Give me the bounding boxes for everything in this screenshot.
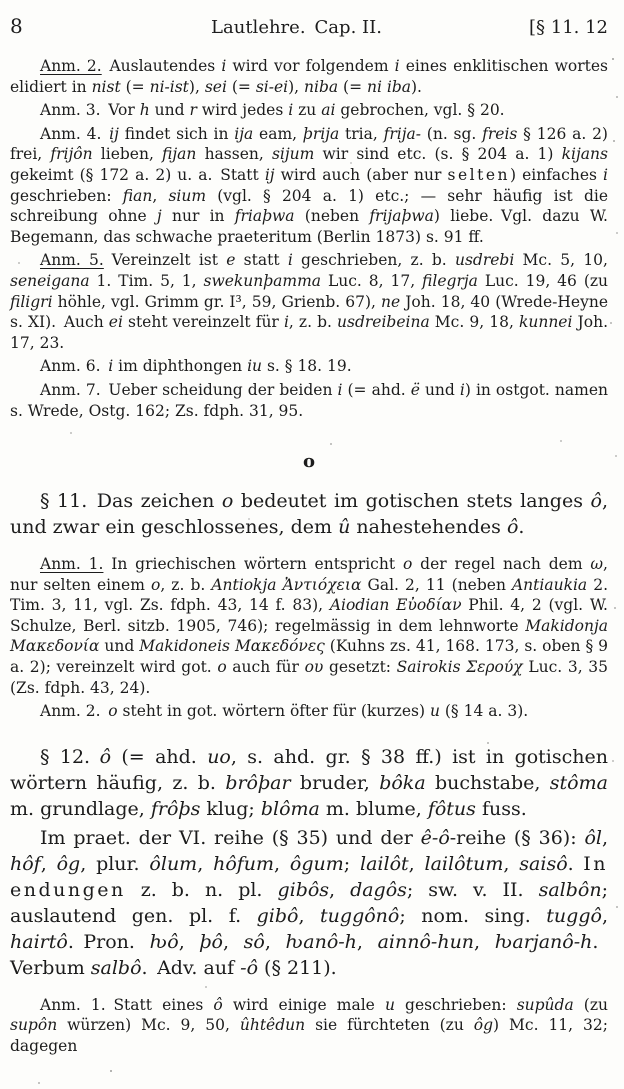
page-number: 8 [10, 14, 23, 38]
text-run: (§ 211). [258, 956, 337, 979]
italic-term: hôf [10, 852, 41, 875]
text-run: . Pron. [67, 930, 150, 953]
text-run: (= [226, 77, 256, 96]
italic-term: ô [590, 490, 602, 513]
italic-term: ni iba [367, 77, 411, 96]
text-run: , [197, 852, 214, 875]
anm-5-i [10, 250, 608, 353]
italic-term: kijans [561, 145, 608, 164]
text-run: (vgl. § 204 a. 1) etc.; — sehr häufig ist die schreibung ohne [10, 186, 609, 226]
spaced-word: selten [447, 165, 510, 184]
text-run: im diphthongen [113, 357, 248, 376]
text-run: steht vereinzelt für [122, 313, 284, 332]
text-run: würzen) Mc. 9, 50, [57, 1016, 240, 1035]
anm-label: Anm. 5. [40, 251, 104, 270]
italic-term: i [603, 165, 608, 184]
italic-term: niba [304, 77, 339, 96]
italic-term: frijaþwa [369, 207, 434, 226]
text-run: Anm. 4. [40, 124, 110, 143]
para-praeteritum [10, 825, 608, 981]
text-run: zu [293, 101, 322, 120]
italic-term: ƕô [149, 930, 179, 953]
italic-term: û [338, 516, 351, 539]
text-run: , [178, 930, 200, 953]
italic-term: ija [234, 124, 254, 143]
italic-term: o [221, 490, 234, 513]
text-run: buchstabe, [425, 771, 550, 794]
text-run: , [329, 878, 351, 901]
italic-term: frôþs [150, 797, 201, 820]
text-run: bruder, [290, 771, 380, 794]
italic-term: i [394, 57, 400, 75]
text-run: gebrochen, vgl. § 20. [335, 101, 505, 120]
anm-2-i [10, 56, 608, 97]
text-run: Vereinzelt ist [103, 251, 227, 270]
italic-term: frijôn [50, 145, 93, 164]
italic-term: usdreibeina [337, 313, 430, 332]
text-run: (= ahd. [111, 745, 208, 768]
text-run: , [601, 904, 608, 927]
text-run: geschrieben: [394, 995, 517, 1014]
anm-2-s11 [10, 701, 608, 722]
text-run: Phil. 4, 2 (vgl. W. Schulze, Berl. sitzb. 1905, 746); regelmässig in dem lehnworte [10, 596, 608, 635]
text-run: , [503, 852, 520, 875]
italic-term: swekunþamma [203, 271, 322, 290]
italic-term: ƕanô-h [285, 930, 357, 953]
anm-label: Anm. 1. [40, 555, 104, 574]
text-run: ) einfaches [509, 165, 604, 184]
italic-term: nist [91, 77, 121, 96]
para-section-11 [10, 488, 608, 540]
text-run: . Adv. auf [141, 956, 241, 979]
italic-term: ου [304, 658, 324, 677]
text-run: wird auch (aber nur [274, 165, 448, 184]
text-run: Joh. 17, 23. [10, 313, 608, 352]
text-run: und [99, 637, 140, 656]
italic-term: lailôtum [424, 852, 504, 875]
text-run: wir sind etc. (s. § 204 a. 1) [314, 145, 562, 164]
italic-term: sei [204, 77, 227, 96]
text-run: Luc. 19, 46 (zu [477, 271, 609, 290]
text-run: (n. sg. [421, 124, 483, 143]
text-run: , [40, 852, 57, 875]
italic-term: seneigana [10, 271, 90, 290]
italic-term: Aiodian [329, 596, 390, 615]
italic-term: fian [122, 186, 153, 205]
text-run: § 126 a. 2) frei, [10, 124, 608, 164]
text-run: ; nom. sing. [399, 904, 547, 927]
text-run: , [264, 930, 286, 953]
text-run: wird einige male [222, 995, 385, 1014]
text-run: statt [235, 251, 288, 270]
text-run: Anm. 3. Vor [40, 101, 140, 120]
text-run: fuss. [475, 797, 527, 820]
text-run: geschrieben, z. b. [292, 251, 455, 270]
italic-term: ij [109, 124, 119, 143]
text-run: Luc. 3, 35 (Zs. fdph. 43, 24). [10, 658, 608, 697]
italic-term: ê-ô [420, 826, 450, 849]
italic-term: i [287, 251, 293, 270]
text-run: ; sw. v. II. [406, 878, 539, 901]
italic-term: tuggô [546, 904, 602, 927]
italic-term: o [108, 702, 118, 721]
text-run: , [223, 930, 244, 953]
italic-term: Sairokis [396, 658, 461, 677]
italic-term: þrija [302, 124, 340, 143]
text-run: , [274, 852, 290, 875]
text-run: , [298, 904, 321, 927]
italic-term: þô [199, 930, 223, 953]
text-run: , z. b. [160, 575, 212, 594]
italic-term: ne [381, 292, 401, 311]
text-run: wird vor folgendem [226, 57, 395, 75]
italic-term: ni-ist [149, 77, 189, 96]
text-run: wird jedes [196, 101, 289, 120]
italic-term: o [150, 575, 161, 594]
text-run: findet sich in [118, 124, 235, 143]
text-run: ), [288, 77, 304, 96]
italic-term: si-ei [255, 77, 289, 96]
italic-term: brôþar [225, 771, 291, 794]
text-run: Gal. 2, 11 (neben [361, 575, 512, 594]
text-run: ), [188, 77, 205, 96]
text-run: , [408, 852, 425, 875]
text-run: klug; [200, 797, 261, 820]
text-run: Anm. 2. [40, 702, 109, 721]
text-run: höhle, vgl. Grimm gr. I³, 59, Grienb. 67), [52, 292, 381, 311]
italic-term: Antiaukia [511, 575, 588, 594]
italic-term: Μακεδόνες [234, 637, 325, 656]
italic-term: h [139, 101, 150, 120]
text-run: (Kuhns zs. 41, 168. 173, s. oben § 9 a. 2); vereinzelt wird got. [10, 637, 608, 677]
italic-term: Εὐοδίαν [396, 596, 462, 615]
text-run: (zu [573, 995, 608, 1014]
text-run: auch für [226, 658, 305, 677]
text-run: s. § 18. 19. [262, 357, 352, 376]
text-run: -reihe (§ 36): [449, 826, 585, 849]
text-run: , und zwar ein geschlossenes, dem [10, 490, 608, 539]
text-run: nur in [161, 207, 235, 226]
text-run: In griechischen wörtern entspricht [103, 555, 403, 574]
bold-text: o [302, 451, 315, 473]
text-run: hassen, [196, 145, 272, 164]
text-run: ) in ostgot. namen s. Wrede, Ostg. 162; Zs. fdph. 31, 95. [10, 380, 608, 420]
text-run: m. blume, [319, 797, 428, 820]
text-run: ; auslautend gen. pl. f. [10, 878, 608, 927]
text-run: . [518, 516, 525, 539]
italic-term: j [156, 207, 162, 226]
italic-term: ô [99, 745, 112, 768]
text-run: 1. Tim. 5, 1, [89, 271, 204, 290]
text-run: Luc. 8, 17, [321, 271, 423, 290]
text-run: . [567, 852, 584, 875]
italic-term: sium [168, 186, 207, 205]
italic-term: ôl [584, 826, 602, 849]
text-run: eines enklitischen wortes elidiert in [10, 57, 608, 96]
text-run: § 12. [40, 745, 100, 768]
text-run: ) liebe. Vgl. dazu W. Begemann, das schwache praeteritum (Berlin 1873) s. 91 ff. [10, 207, 608, 246]
text-run: sie fürchteten (zu [305, 1016, 474, 1035]
anm-4-i [10, 124, 608, 248]
italic-term: kunnei [518, 313, 573, 332]
text-run: tria, [339, 124, 384, 143]
italic-term: fôtus [427, 797, 476, 820]
italic-term: filegrja [422, 271, 478, 290]
text-run: § 11. Das zeichen [40, 490, 222, 513]
italic-term: ôgum [289, 852, 344, 875]
italic-term: filigri [10, 292, 53, 311]
text-run: Mc. 5, 10, [514, 251, 608, 270]
anm-1-s12 [10, 995, 608, 1057]
text-run: Mc. 9, 18, [429, 313, 519, 332]
italic-term: usdrebi [454, 251, 515, 270]
text-block [10, 56, 608, 1057]
italic-term: friaþwa [234, 207, 295, 226]
italic-term: iu [247, 357, 263, 376]
text-run: Auslautendes [101, 57, 222, 75]
running-title: Lautlehre. Cap. II. [211, 17, 382, 38]
italic-term: ij [264, 165, 275, 184]
italic-term: ë [410, 380, 420, 399]
italic-term: i [108, 357, 114, 376]
italic-term: supûda [516, 995, 574, 1014]
italic-term: ôlum [149, 852, 198, 875]
italic-term: blôma [260, 797, 320, 820]
italic-term: -ô [240, 956, 259, 979]
text-run: (= [338, 77, 367, 96]
italic-term: ô [213, 995, 223, 1014]
italic-term: o [402, 555, 413, 574]
italic-term: gibô [256, 904, 299, 927]
italic-term: Ἀντιόχεια [282, 575, 362, 594]
italic-term: Makidoneis [139, 637, 230, 656]
italic-term: salbô [90, 956, 142, 979]
italic-term: i [337, 380, 343, 399]
text-run: , plur. [80, 852, 150, 875]
italic-term: sijum [271, 145, 315, 164]
anm-1-s11 [10, 554, 608, 698]
anm-3-i [10, 100, 608, 121]
text-run: , [356, 930, 378, 953]
italic-term: ô [506, 516, 519, 539]
italic-term: salbôn [538, 878, 602, 901]
section-heading-o [10, 451, 608, 472]
spaced-word: In endungen [10, 852, 608, 901]
italic-term: u [384, 995, 395, 1014]
italic-term: o [217, 658, 227, 677]
italic-term: Σερούχ [466, 658, 523, 677]
text-run: (= [120, 77, 150, 96]
italic-term: dagôs [350, 878, 407, 901]
italic-term: tuggônô [320, 904, 400, 927]
italic-term: ûhtêdun [239, 1016, 306, 1035]
text-run: lieben, [92, 145, 163, 164]
italic-term: frija- [383, 124, 421, 143]
anm-7-i [10, 380, 608, 421]
text-run: (neben [294, 207, 370, 226]
text-run: steht in got. wörtern öfter für (kurzes) [117, 702, 430, 721]
text-run: bedeutet im gotischen stets langes [233, 490, 591, 513]
italic-term: hairtô [10, 930, 68, 953]
italic-term: u [429, 702, 440, 721]
italic-term: freis [482, 124, 518, 143]
text-run: , nur selten einem [10, 555, 608, 594]
italic-term: bôka [379, 771, 426, 794]
text-run: m. grundlage, [10, 797, 151, 820]
text-run: , z. b. [288, 313, 338, 332]
italic-term: ei [108, 313, 123, 332]
text-run: und [149, 101, 190, 120]
text-run: und [419, 380, 460, 399]
text-run: 2. Tim. 3, 11, vgl. Zs. fdph. 43, 14 f. 83), [10, 575, 609, 615]
italic-term: Μακεδονία [10, 637, 100, 656]
text-run: , s. ahd. gr. § 38 ff.) ist in gotischen wörtern häufig, z. b. [10, 745, 608, 794]
text-run: ). [411, 77, 422, 96]
text-run: gekeimt (§ 172 a. 2) u. a. Statt [10, 165, 265, 184]
para-section-12 [10, 744, 608, 822]
italic-term: ôg [473, 1016, 494, 1035]
italic-term: e [226, 251, 236, 270]
text-run: gesetzt: [323, 658, 397, 677]
text-run: nahestehendes [350, 516, 507, 539]
italic-term: Makidonja [525, 616, 608, 635]
italic-term: ôg [56, 852, 81, 875]
italic-term: supôn [10, 1016, 58, 1035]
anm-label: Anm. 2. [40, 57, 102, 75]
italic-term: ai [321, 101, 336, 120]
italic-term: sô [243, 930, 265, 953]
text-run: Anm. 7. Ueber scheidung der beiden [40, 380, 338, 399]
text-run: , [152, 186, 169, 205]
header-section-range: [§ 11. 12 [529, 17, 608, 38]
italic-term: gibôs [277, 878, 330, 901]
italic-term: uo [207, 745, 231, 768]
italic-term: i [459, 380, 465, 399]
italic-term: fijan [162, 145, 197, 164]
italic-term: r [189, 101, 197, 120]
text-run: Im praet. der VI. reihe (§ 35) und der [40, 826, 421, 849]
italic-term: hôfum [213, 852, 275, 875]
text-run: (§ 14 a. 3). [439, 702, 529, 721]
text-run: geschrieben: [10, 186, 123, 205]
text-run: Anm. 1. Statt eines [40, 995, 214, 1014]
italic-term: i [283, 313, 289, 332]
italic-term: Antiokja [211, 575, 277, 594]
italic-term: ƕarjanô-h [494, 930, 593, 953]
italic-term: stôma [549, 771, 608, 794]
text-run: der regel nach dem [412, 555, 591, 574]
text-run: . Verbum [10, 930, 608, 979]
text-run: (= ahd. [342, 380, 411, 399]
italic-term: ω [590, 555, 604, 574]
text-run: Joh. 18, 40 (Wrede-Heyne s. XI). Auch [10, 292, 608, 332]
text-run: ) Mc. 11, 32; dagegen [10, 1016, 608, 1056]
text-run: Anm. 6. [40, 357, 109, 376]
text-run: , [474, 930, 495, 953]
italic-term: i [288, 101, 294, 120]
italic-term: ainnô-hun [377, 930, 475, 953]
anm-6-i [10, 356, 608, 377]
italic-term: saisô [519, 852, 568, 875]
text-run: eam, [253, 124, 303, 143]
text-run: , [601, 826, 608, 849]
text-run: ; [343, 852, 361, 875]
italic-term: lailôt [360, 852, 409, 875]
page-header [10, 14, 608, 38]
italic-term: i [221, 57, 227, 75]
text-run: z. b. n. pl. [125, 878, 278, 901]
